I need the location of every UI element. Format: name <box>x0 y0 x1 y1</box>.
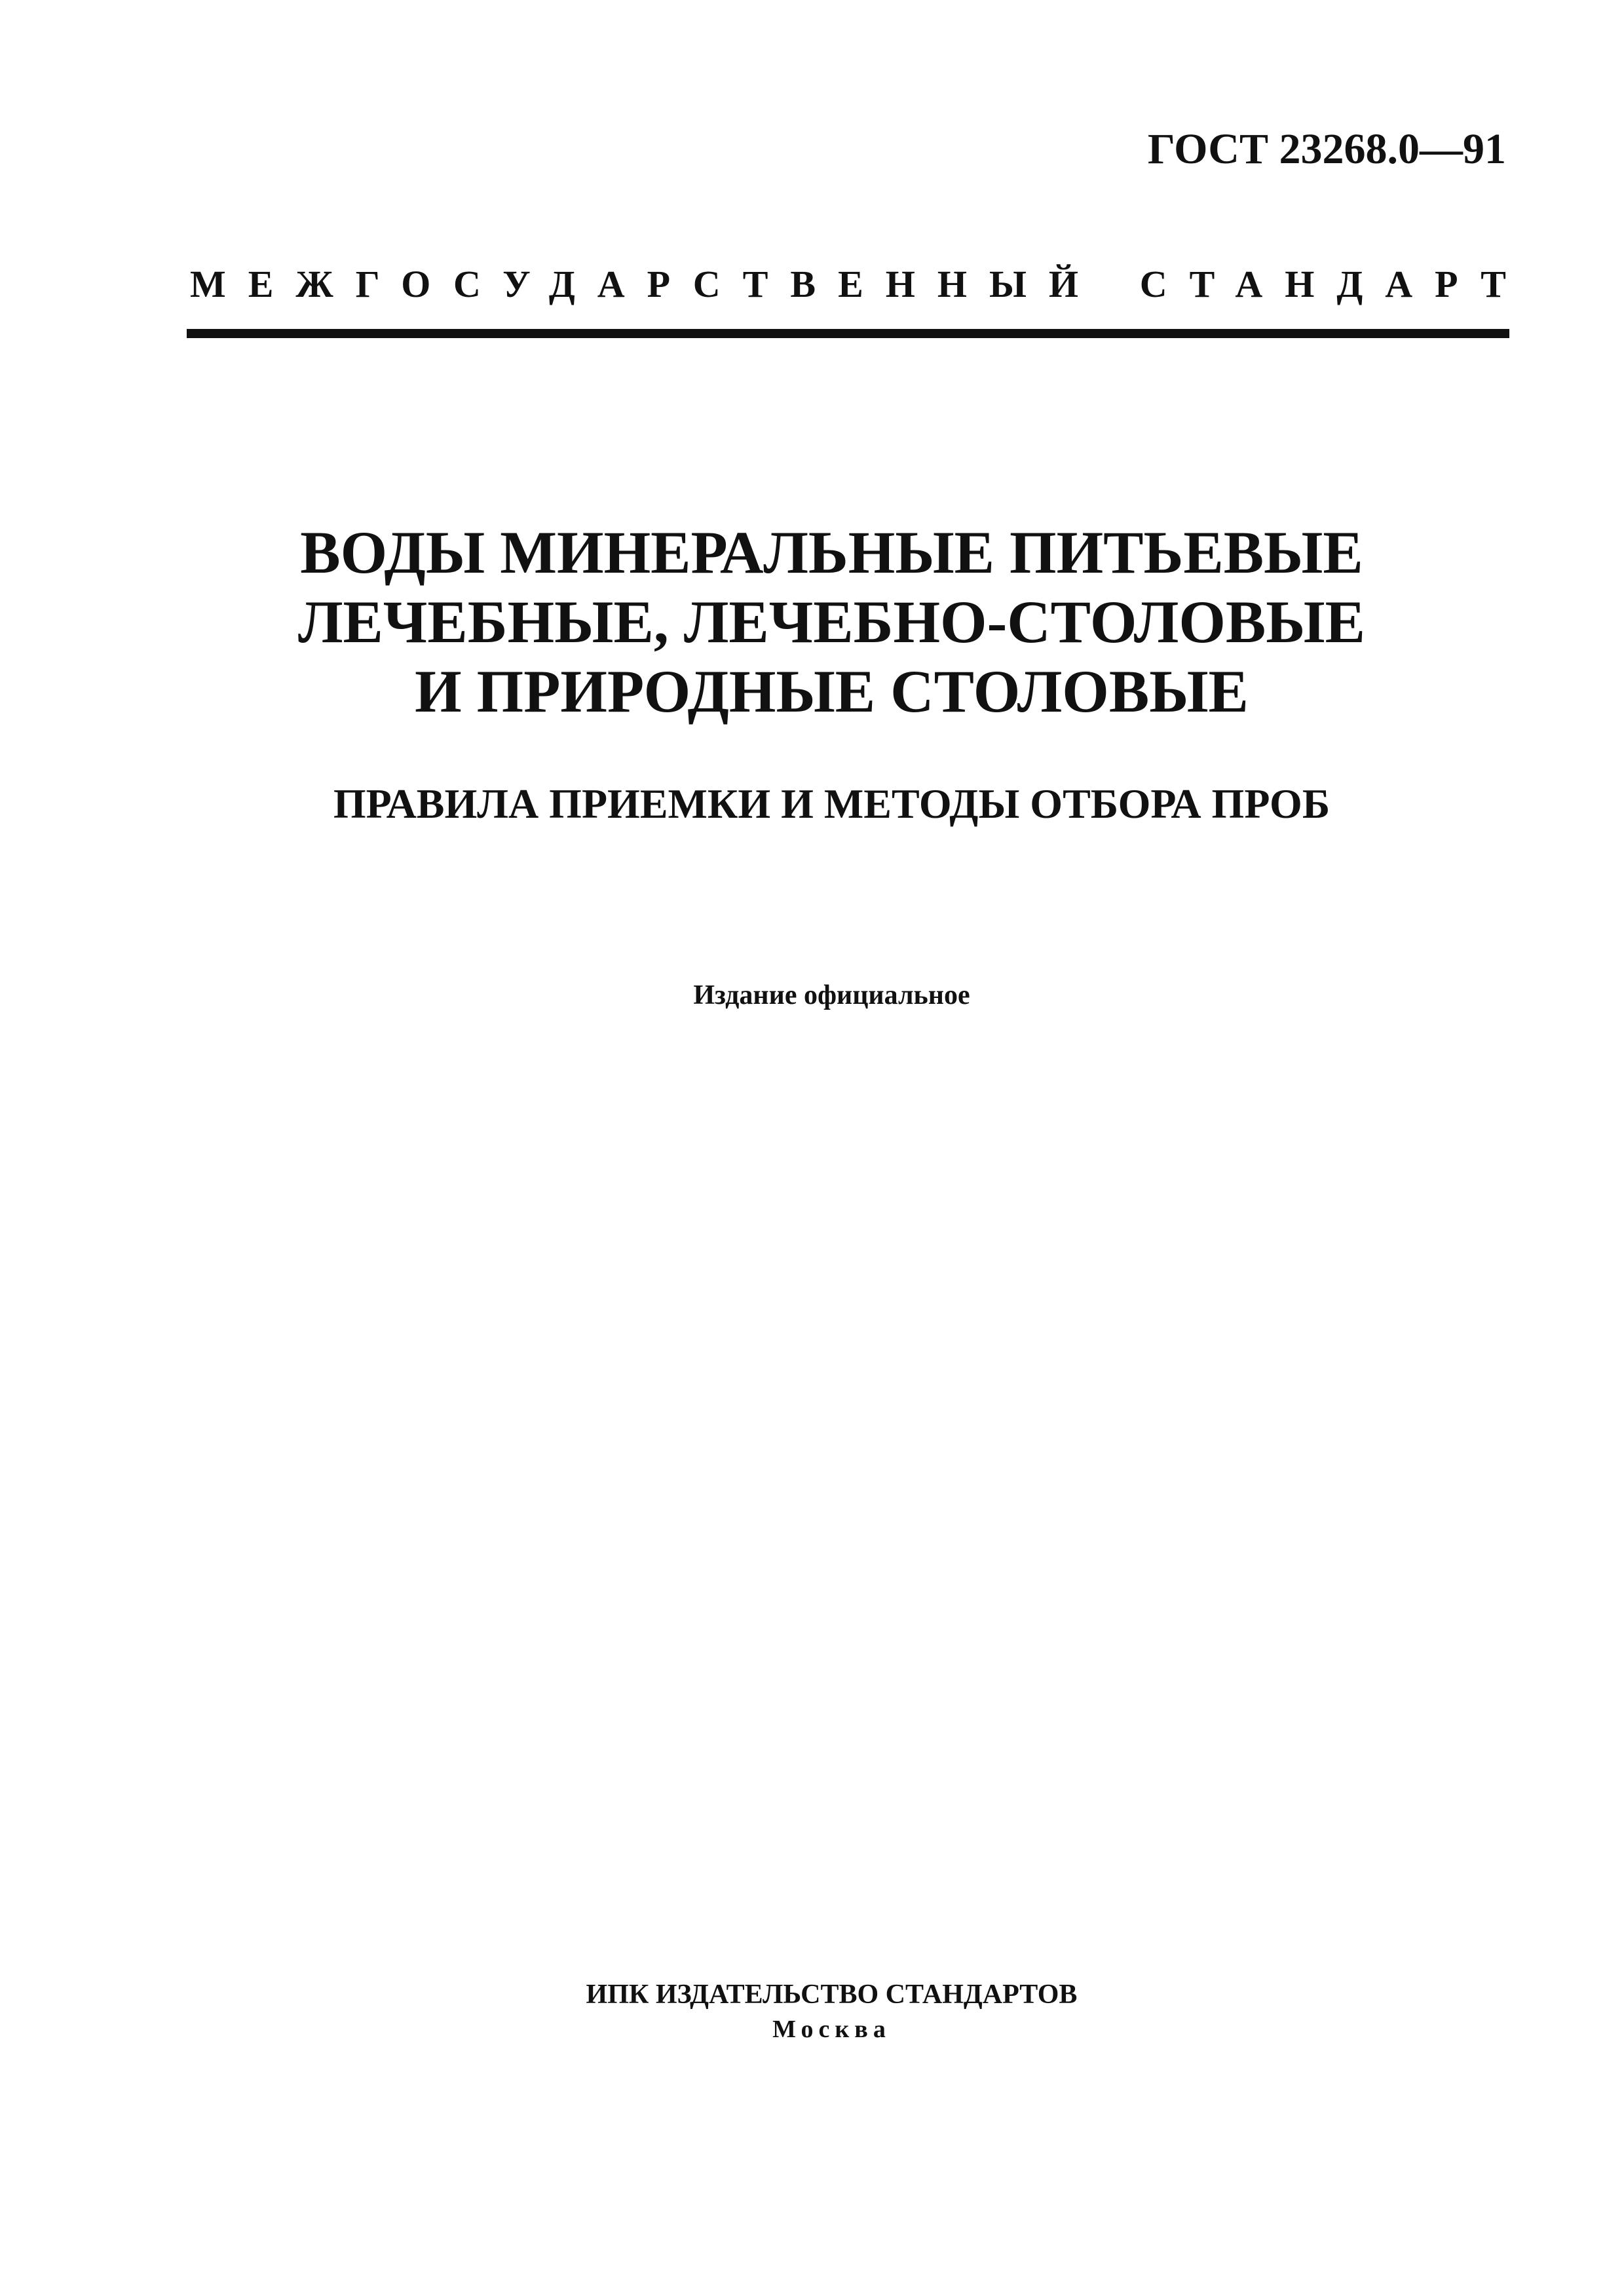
series-heading-left: МЕЖГОСУДАРСТВЕННЫЙ <box>190 263 1101 305</box>
series-heading-right: СТАНДАРТ <box>1139 263 1528 305</box>
document-number: ГОСТ 23268.0—91 <box>1147 125 1506 173</box>
series-heading <box>190 262 1528 306</box>
edition-label: Издание официальное <box>693 980 970 1010</box>
title-line-1: ВОДЫ МИНЕРАЛЬНЫЕ ПИТЬЕВЫЕ <box>300 519 1363 586</box>
publisher-city: Москва <box>772 2016 891 2043</box>
document-subtitle: ПРАВИЛА ПРИЕМКИ И МЕТОДЫ ОТБОРА ПРОБ <box>333 780 1331 827</box>
publisher-name: ИПК ИЗДАТЕЛЬСТВО СТАНДАРТОВ <box>586 1980 1078 2010</box>
title-line-2: ЛЕЧЕБНЫЕ, ЛЕЧЕБНО-СТОЛОВЫЕ <box>297 588 1365 655</box>
document-title <box>0 518 1624 726</box>
title-line-3: И ПРИРОДНЫЕ СТОЛОВЫЕ <box>415 658 1249 725</box>
heading-rule <box>187 329 1509 338</box>
